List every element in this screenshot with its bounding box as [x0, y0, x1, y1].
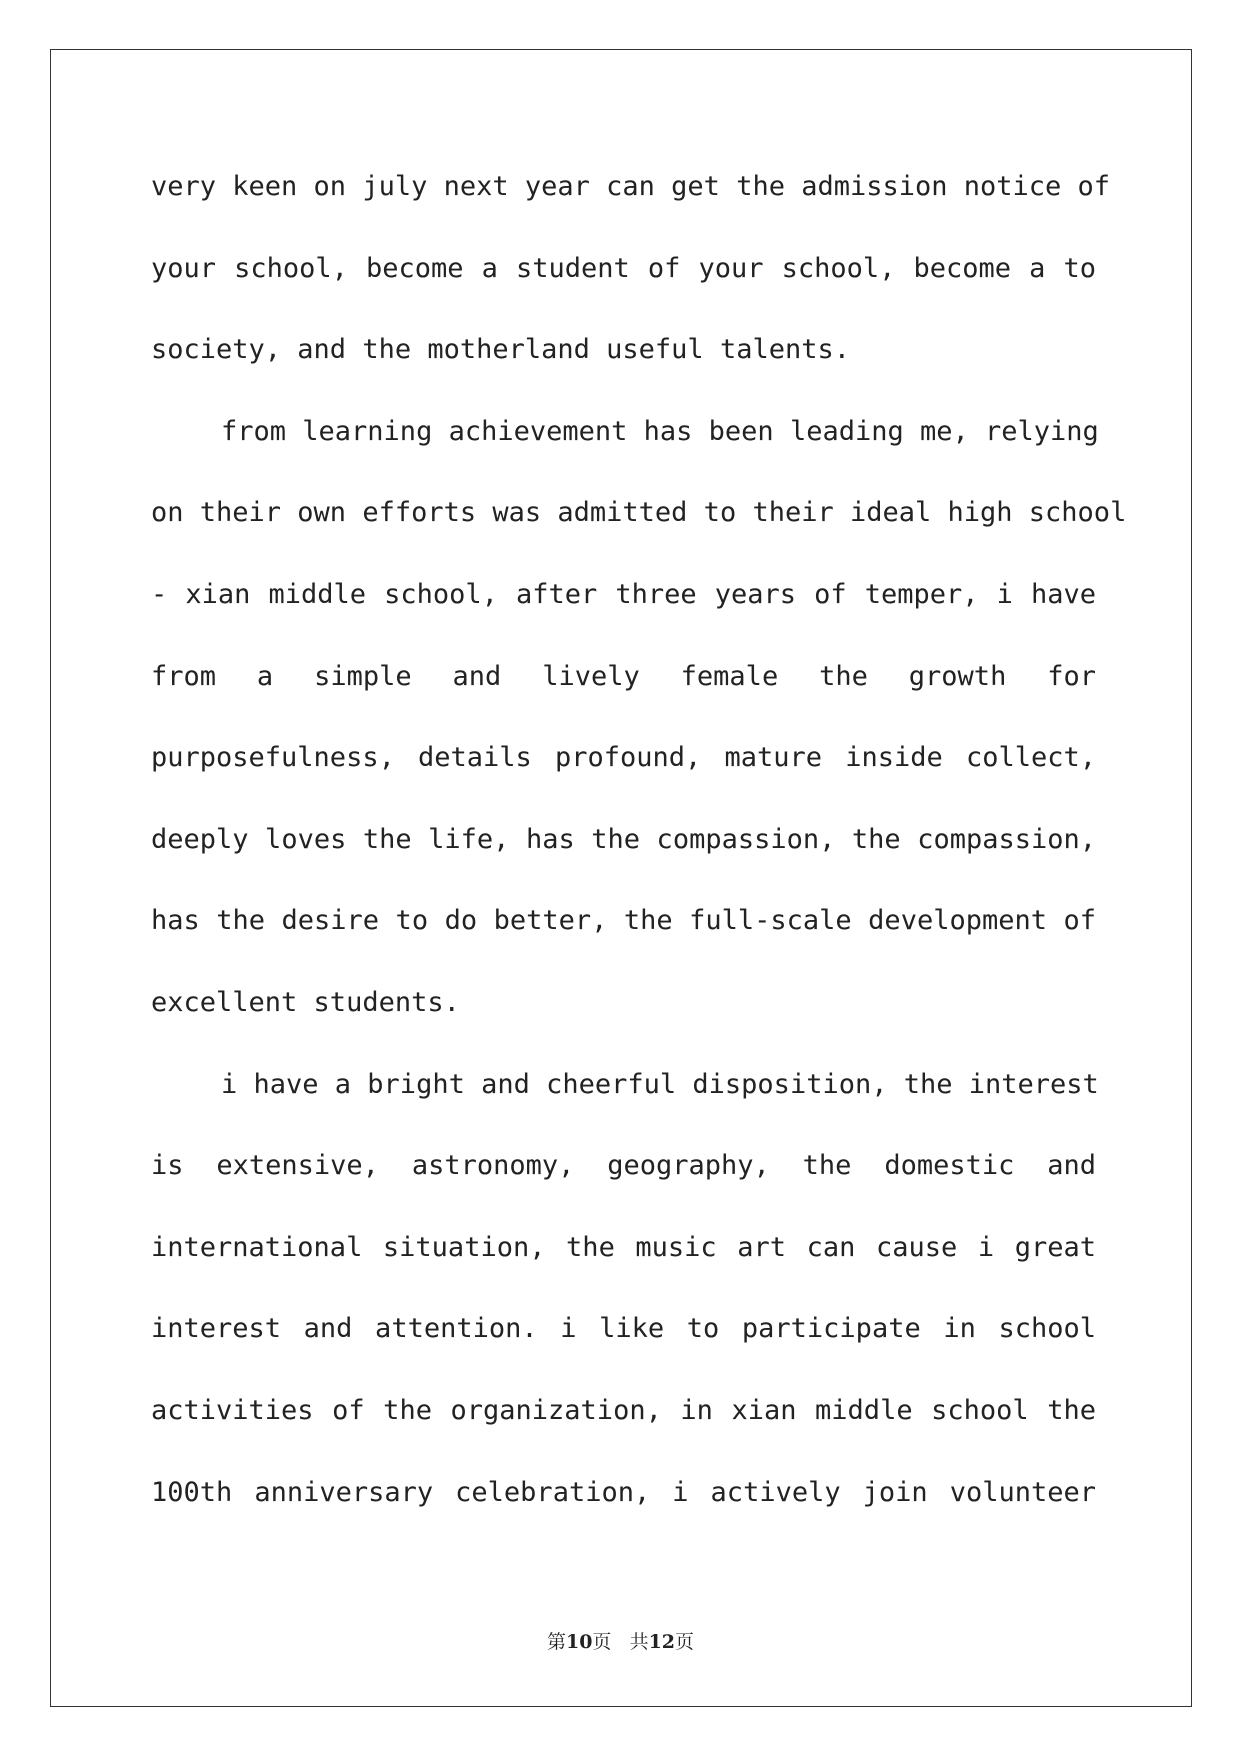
text-line: i have a bright and cheerful disposition, the interest [221, 1068, 1099, 1100]
text-line: purposefulness, details profound, mature inside collect, [151, 742, 1096, 774]
current-page-number: 10 [565, 1631, 593, 1653]
text-line: deeply loves the life, has the compassion, the compassion, [151, 823, 1096, 855]
text-line: society, and the motherland useful talents. [151, 334, 850, 366]
text-line: 100th anniversary celebration, i actively join volunteer [151, 1476, 1096, 1508]
text-line: on their own efforts was admitted to their ideal high school [151, 497, 1127, 529]
text-line: international situation, the music art can cause i great [151, 1231, 1096, 1263]
text-line: your school, become a student of your school, become a to [151, 252, 1096, 284]
text-line: interest and attention. i like to participate in school [151, 1313, 1096, 1345]
footer-prefix: 第 [546, 1631, 566, 1653]
document-body [151, 146, 1127, 1533]
text-line: very keen on july next year can get the admission notice of [151, 171, 1111, 202]
footer-total-unit: 页 [675, 1631, 695, 1653]
text-line: from a simple and lively female the growth for [151, 660, 1096, 692]
text-line: - xian middle school, after three years of temper, i have [151, 578, 1096, 610]
text-line: activities of the organization, in xian middle school the [151, 1394, 1096, 1426]
footer-page-unit: 页 [592, 1631, 612, 1653]
text-line: excellent students. [151, 986, 460, 1018]
total-pages-number: 12 [648, 1631, 676, 1653]
footer-total-prefix: 共 [629, 1631, 649, 1653]
text-line: from learning achievement has been leading me, relying [221, 415, 1099, 447]
text-line: is extensive, astronomy, geography, the domestic and [151, 1150, 1096, 1182]
page-footer [0, 1627, 1241, 1654]
text-line: has the desire to do better, the full-scale development of [151, 905, 1096, 937]
